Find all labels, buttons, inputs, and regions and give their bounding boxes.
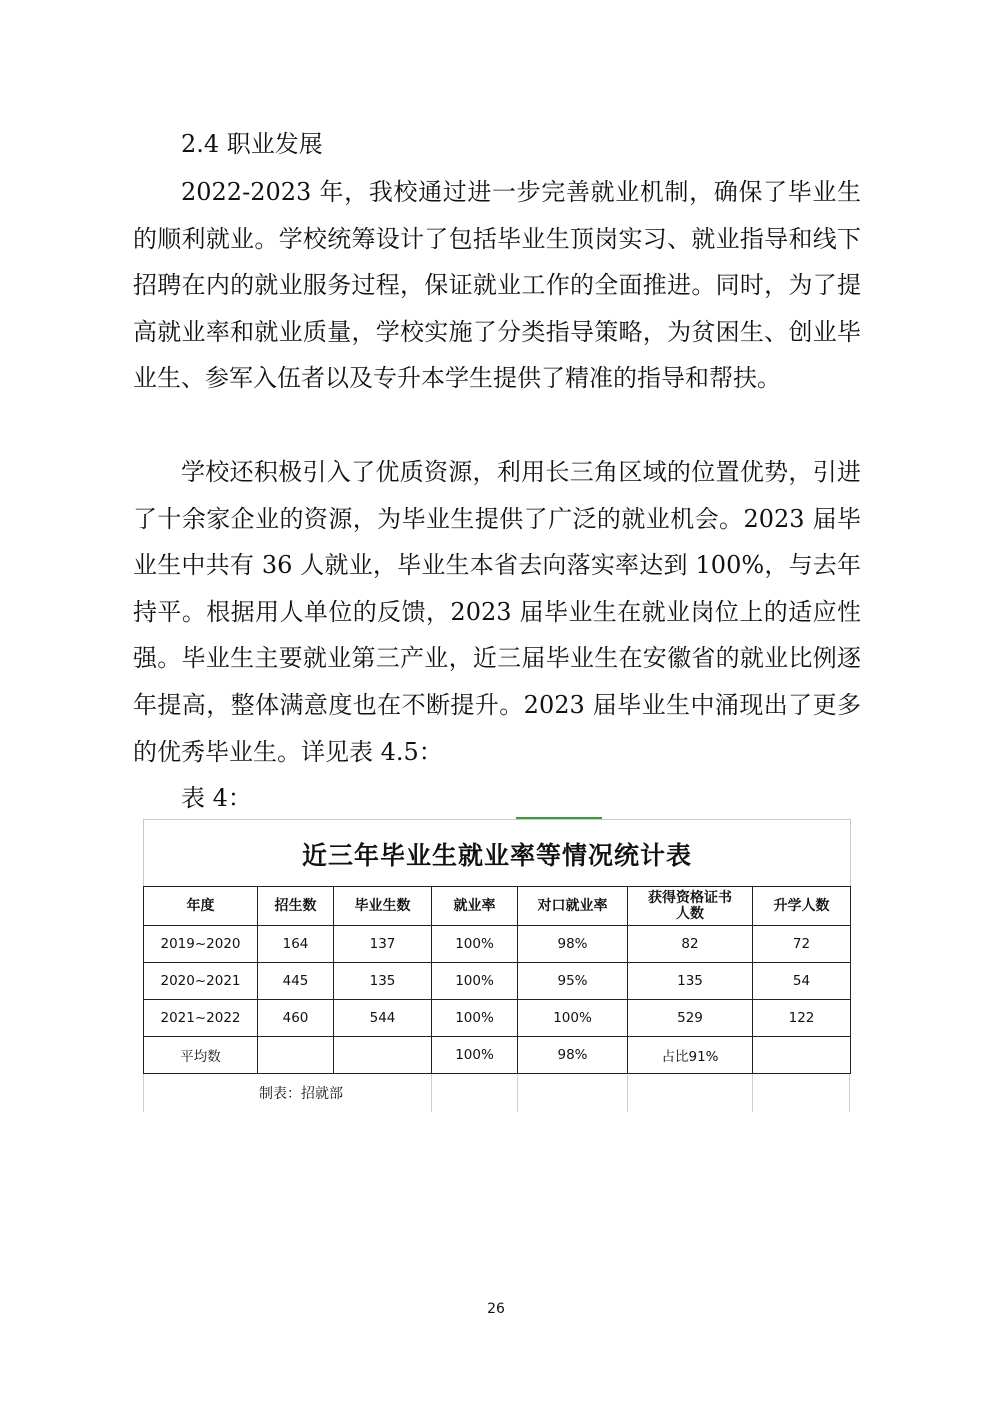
table-cell: 445 (258, 963, 334, 1000)
paragraph-employment-mechanism: 2022-2023 年，我校通过进一步完善就业机制，确保了毕业生的顺利就业。学校统筹设计了包括毕业生顶岗实习、就业指导和线下招聘在内的就业服务过程，保证就业工作的全面推进。同时，为了提高就业率和就业质量，学校实施了分类指导策略，为贫困生、创业毕业生、参军入伍者以及专升本学生提供了精准的指导和帮扶。 (133, 178, 861, 393)
employment-statistics-table-image (143, 819, 850, 1113)
table-cell: 529 (628, 1000, 753, 1037)
table-cell: 460 (258, 1000, 334, 1037)
table-cell: 平均数 (144, 1037, 258, 1074)
table-cell (258, 1037, 334, 1074)
section-heading: 2.4 职业发展 (181, 130, 323, 158)
table-cell: 164 (258, 926, 334, 963)
table-caption: 表 4： (181, 784, 252, 812)
table-cell (334, 1037, 432, 1074)
header-cell: 招生数 (258, 887, 334, 926)
table-cell: 135 (628, 963, 753, 1000)
table-cell: 135 (334, 963, 432, 1000)
header-cell: 升学人数 (753, 887, 851, 926)
table-cell: 544 (334, 1000, 432, 1037)
table-cell: 137 (334, 926, 432, 963)
table-cell: 100% (432, 926, 518, 963)
table-cell: 占比91% (628, 1037, 753, 1074)
header-cell: 对口就业率 (518, 887, 628, 926)
table-cell: 95% (518, 963, 628, 1000)
table-cell (753, 1037, 851, 1074)
table-cell: 2020~2021 (144, 963, 258, 1000)
table-cell: 100% (432, 1000, 518, 1037)
table-header-row (144, 887, 851, 926)
table-cell: 100% (432, 1037, 518, 1074)
header-cell: 年度 (144, 887, 258, 926)
table-cell: 100% (518, 1000, 628, 1037)
page-number: 26 (487, 1301, 505, 1317)
table-footer-row (143, 1074, 850, 1112)
table-cell: 100% (432, 963, 518, 1000)
table-cell: 98% (518, 1037, 628, 1074)
table-cell: 122 (753, 1000, 851, 1037)
table-row (144, 963, 851, 1000)
table-cell: 2021~2022 (144, 1000, 258, 1037)
employment-statistics-table (143, 886, 851, 1074)
header-cell: 毕业生数 (334, 887, 432, 926)
header-cell: 获得资格证书人数 (628, 887, 753, 926)
paragraph-quality-resources: 学校还积极引入了优质资源，利用长三角区域的位置优势，引进了十余家企业的资源，为毕业生提供了广泛的就业机会。2023 届毕业生中共有 36 人就业，毕业生本省去向落实率达到 100%，与去年持平。根据用人单位的反馈，2023 届毕业生在就业岗位上的适应性强。毕业生主要就业第三产业，近三届毕业生在安徽省的就业比例逐年提高，整体满意度也在不断提升。2023 届毕业生中涌现出了更多的优秀毕业生。详见表 4.5： (133, 458, 861, 766)
table-cell: 2019~2020 (144, 926, 258, 963)
table-title: 近三年毕业生就业率等情况统计表 (143, 819, 851, 887)
table-cell: 72 (753, 926, 851, 963)
table-cell: 82 (628, 926, 753, 963)
table-row-average (144, 1037, 851, 1074)
table-row (144, 1000, 851, 1037)
table-row (144, 926, 851, 963)
table-footer-note: 制表：招就部 (259, 1086, 343, 1102)
table-cell: 98% (518, 926, 628, 963)
header-cell: 就业率 (432, 887, 518, 926)
table-cell: 54 (753, 963, 851, 1000)
